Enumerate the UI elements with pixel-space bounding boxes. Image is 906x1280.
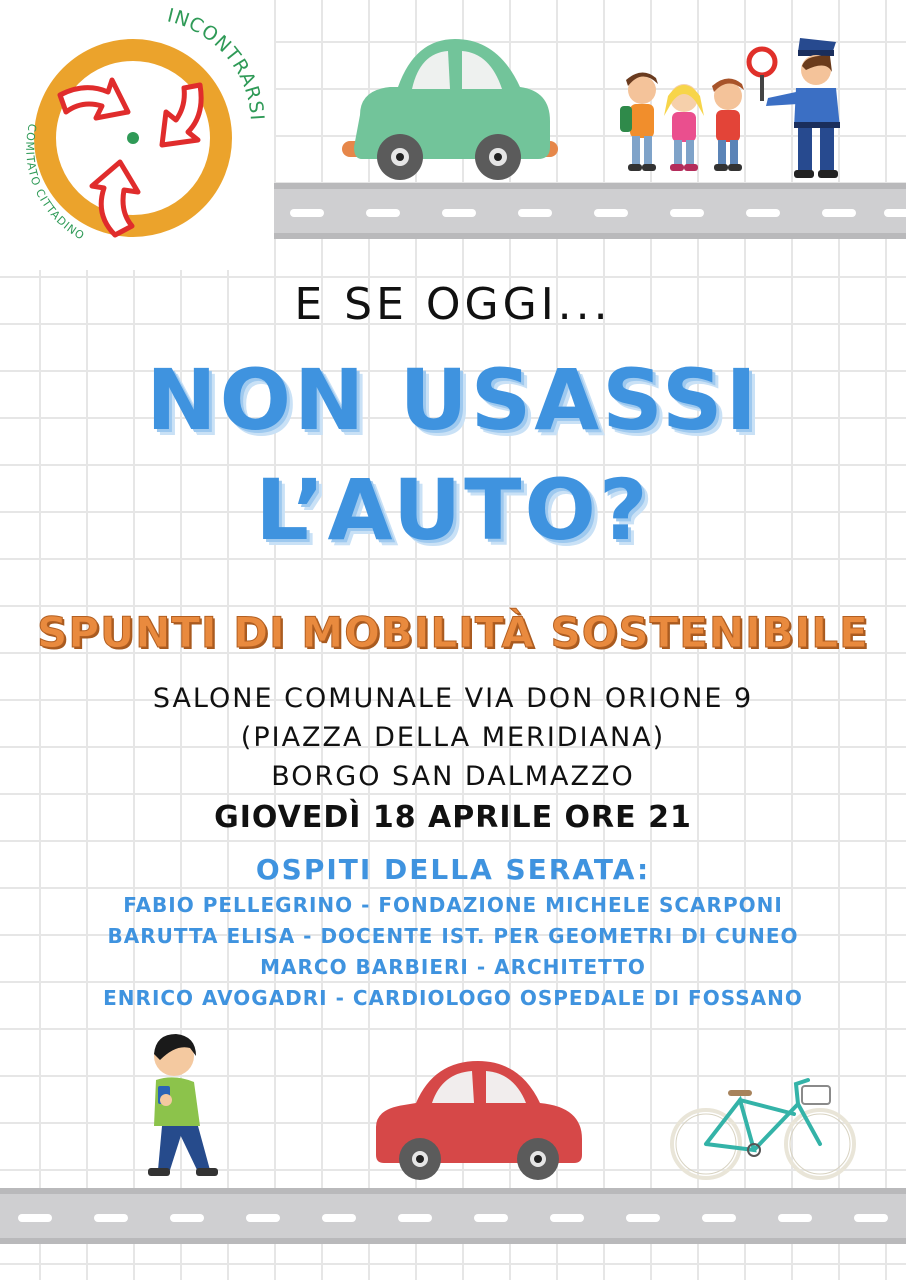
venue-line-2: (PIAZZA DELLA MERIDIANA) <box>240 722 666 753</box>
top-road <box>274 183 906 239</box>
logo <box>0 0 274 270</box>
logo-name: INCONTRARSI <box>165 4 269 122</box>
traffic-officer-icon <box>746 32 856 182</box>
guests-heading: OSPITI DELLA SERATA: <box>255 853 651 886</box>
logo-subtitle: COMITATO CITTADINO <box>23 122 88 243</box>
intro-text: E SE OGGI... <box>294 279 612 330</box>
event-date: GIOVEDÌ 18 APRILE ORE 21 <box>214 800 692 835</box>
headline-line-1: NON USASSI <box>146 351 760 449</box>
venue-line-1: SALONE COMUNALE VIA DON ORIONE 9 <box>152 683 754 714</box>
guest-item: ENRICO AVOGADRI - CARDIOLOGO OSPEDALE DI FOSSANO <box>103 986 803 1010</box>
headline-line-2: L’AUTO? <box>255 461 651 559</box>
guest-item: MARCO BARBIERI - ARCHITETTO <box>260 955 646 979</box>
guest-item: FABIO PELLEGRINO - FONDAZIONE MICHELE SCARPONI <box>123 893 783 917</box>
subheadline: SPUNTI DI MOBILITÀ SOSTENIBILE <box>37 608 869 657</box>
green-car-icon <box>340 35 560 185</box>
bottom-road <box>0 1188 906 1244</box>
red-car-icon <box>368 1055 590 1185</box>
guest-item: BARUTTA ELISA - DOCENTE IST. PER GEOMETRI DI CUNEO <box>107 924 799 948</box>
schoolchildren-icon <box>612 62 762 182</box>
bicycle-icon <box>668 1070 860 1185</box>
pedestrian-with-phone-icon <box>140 1030 230 1185</box>
three-arrows-circle-logo <box>0 0 274 270</box>
venue-line-3: BORGO SAN DALMAZZO <box>271 761 635 792</box>
